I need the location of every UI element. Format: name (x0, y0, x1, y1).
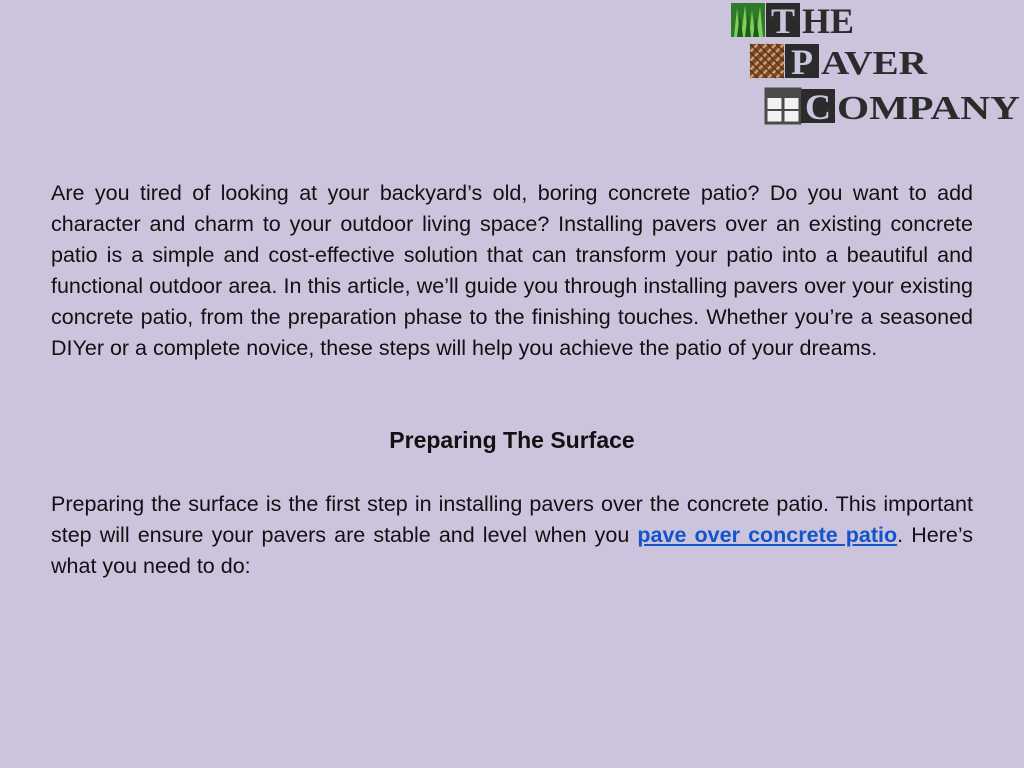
brick-tile-icon (750, 44, 784, 78)
logo-word-he: HE (802, 1, 855, 41)
logo-word-ompany: OMPANY (837, 90, 1020, 127)
pave-over-concrete-patio-link[interactable]: pave over concrete patio (637, 523, 898, 547)
window-tile-icon (766, 89, 800, 123)
section-heading: Preparing The Surface (389, 427, 635, 453)
company-logo (728, 0, 1024, 130)
grass-tile-icon (731, 3, 765, 37)
logo-initial-c: C (805, 87, 831, 127)
logo-word-aver: AVER (821, 45, 928, 82)
section-paragraph (51, 489, 973, 582)
logo-initial-t: T (770, 1, 796, 41)
section-text-after: . Here’s what you need to do: (51, 523, 973, 578)
logo-initial-p: P (791, 42, 813, 82)
intro-paragraph: Are you tired of looking at your backyard’s old, boring concrete patio? Do you want to add character and charm to your outdoor living space? Installing pavers over an existing concrete patio is a simple and cost-effective solution that can transform your patio into a beautiful and functional outdoor area. In this article, we’ll guide you through installing pavers over your existing concrete patio, from the preparation phase to the finishing touches. Whether you’re a seasoned DIYer or a complete novice, these steps will help you achieve the patio of your dreams. (51, 181, 973, 360)
section-text-before: Preparing the surface is the first step in installing pavers over the concrete patio. This important step will ensure your pavers are stable and level when you (51, 492, 973, 547)
